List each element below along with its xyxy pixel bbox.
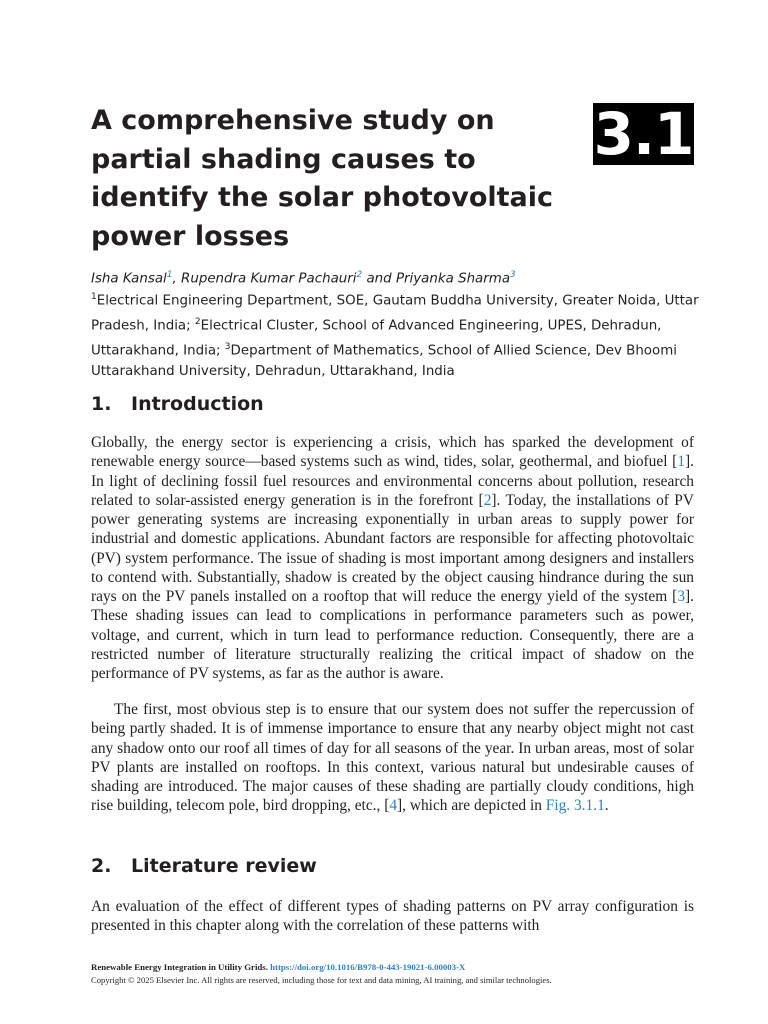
affiliation-text: Electrical Engineering Department, SOE, Gautam Buddha University, Greater Noida, Uttar Pradesh, India; [91, 293, 699, 334]
copyright-notice: Copyright © 2025 Elsevier Inc. All rights are reserved, including those for text and data mining, AI training, and similar technologies. [91, 975, 552, 985]
citation-link[interactable]: 4 [389, 797, 398, 815]
citation-link[interactable]: 1 [677, 453, 686, 471]
chapter-number-badge: 3.1 [593, 100, 694, 168]
paragraph-text: The first, most obvious step is to ensure that our system does not suffer the repercussion of being partly shaded. It is of immense importance to ensure that any nearby object might not cast any shadow onto our roof all times of day for all seasons of the year. In urban areas, most of solar PV plants are installed on rooftops. In this context, various natural but undesirable causes of shading are introduced. The major causes of these shading are partially cloudy conditions, high rise building, telecom pole, bird dropping, etc., [ [91, 701, 694, 815]
author-affiliation-ref[interactable]: 2 [356, 270, 363, 280]
affiliation-marker: 1 [91, 292, 97, 302]
book-title: Renewable Energy Integration in Utility Grids. [91, 962, 268, 972]
section-heading-literature-review [91, 854, 317, 878]
paragraph-text: . [604, 797, 609, 815]
author-name: Rupendra Kumar Pachauri [181, 271, 357, 287]
section-title: Introduction [131, 393, 264, 415]
paragraph-text: Globally, the energy sector is experiencing a crisis, which has sparked the development of renewable energy source—based systems such as wind, tides, solar, geothermal, and biofuel [ [91, 434, 694, 471]
section-heading-introduction [91, 392, 264, 416]
doi-link[interactable]: https://doi.org/10.1016/B978-0-443-19021-6.00003-X [270, 962, 466, 972]
author-separator: , [172, 271, 182, 287]
author-affiliation-ref[interactable]: 1 [166, 270, 173, 280]
paragraph-text: ], which are depicted in [397, 797, 546, 815]
chapter-title: A comprehensive study on partial shading causes to identify the solar photovoltaic power losses [91, 105, 554, 252]
author-affiliation-ref[interactable]: 3 [510, 270, 516, 280]
citation-link[interactable]: 3 [677, 588, 686, 605]
citation-link[interactable]: 2 [483, 491, 492, 509]
paragraph-text: ]. Today, the installations of PV power generating systems are increasing exponentially in urban areas to supply power for industrial and domestic applications. Abundant factors are responsible for affecting photovoltaic (PV) system performance. The issue of shading is most important among designers and installers to contend with. Substantially, shadow is created by the object causing hindrance during the sun rays on the PV panels installed on a rooftop that will reduce the energy yield of the system [ [91, 491, 694, 605]
footer-citation [91, 962, 711, 973]
affiliation-text: Electrical Cluster, School of Advanced Engineering, UPES, Dehradun, Uttarakhand, India; [91, 318, 662, 359]
author-list [91, 265, 691, 289]
figure-link[interactable]: Fig. 3.1.1 [545, 797, 605, 815]
section-number: 1. [91, 393, 112, 415]
author-name: Isha Kansal [91, 271, 167, 287]
paragraph-text: ]. These shading issues can lead to complications in performance parameters such as power, voltage, and current, which in turn lead to performance reduction. Consequently, there are a restricted number of literature structurally realizing the critical impact of shadow on the performance of PV systems, as far as the author is aware. [91, 588, 694, 682]
paragraph: An evaluation of the effect of different types of shading patterns on PV array configuration is presented in this chapter along with the correlation of these patterns with [91, 898, 694, 935]
affiliation-text: Department of Mathematics, School of Allied Science, Dev Bhoomi Uttarakhand University, Dehradun, Uttarakhand, India [91, 343, 677, 379]
affiliations [91, 287, 701, 382]
author-separator: and [362, 271, 396, 287]
section-title: Literature review [131, 855, 317, 877]
paragraph [91, 700, 694, 816]
paragraph [91, 433, 694, 683]
section-number: 2. [91, 855, 112, 877]
paragraph-text: ]. In light of declining fossil fuel resources and environmental concerns about pollution, research related to solar-assisted energy generation is in the forefront [ [91, 453, 694, 509]
affiliation-marker: 2 [194, 316, 201, 327]
affiliation-marker: 3 [224, 341, 231, 352]
author-name: Priyanka Sharma [395, 271, 511, 287]
